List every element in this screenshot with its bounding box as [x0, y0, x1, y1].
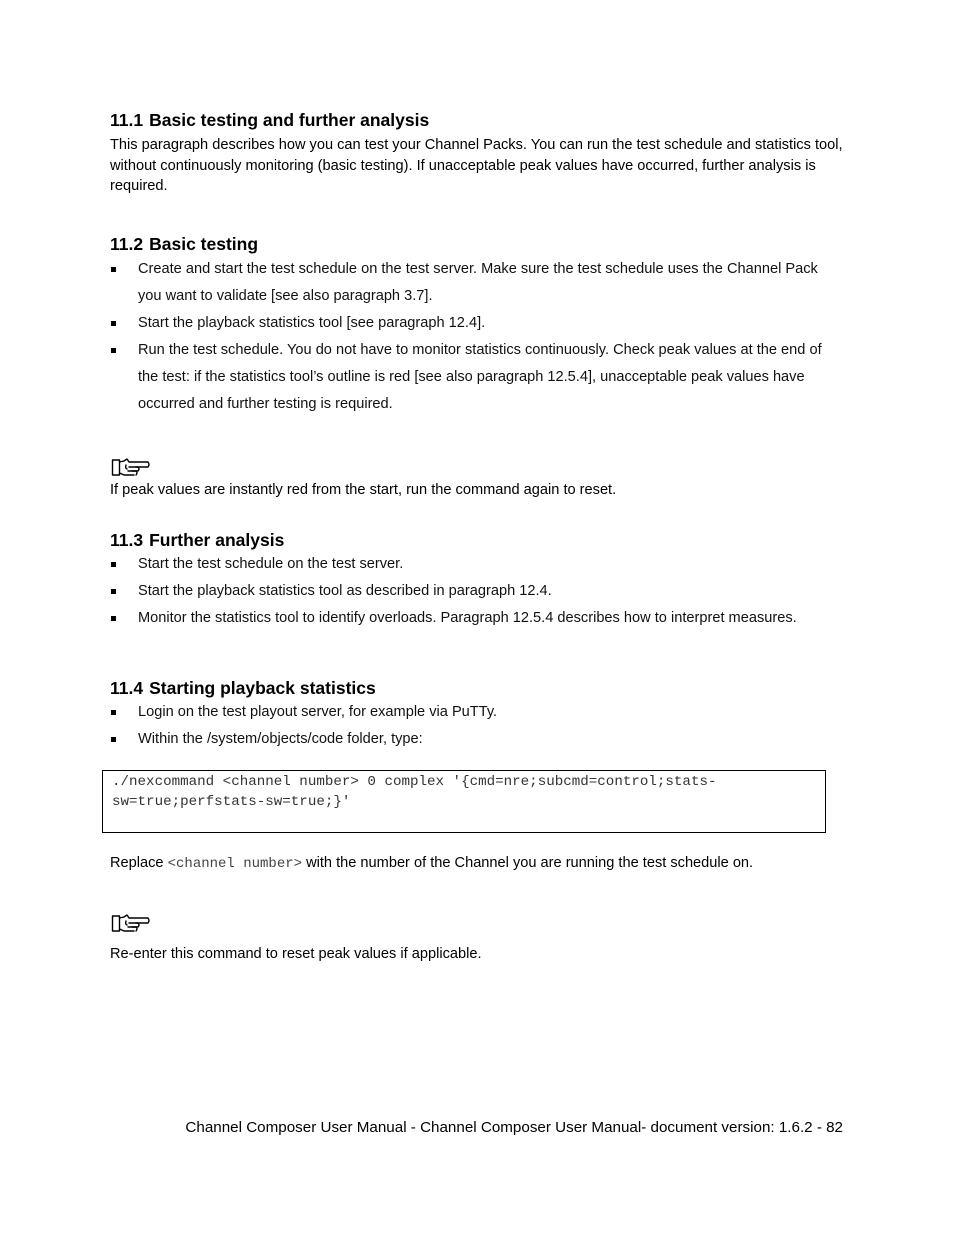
further-analysis-list — [110, 551, 850, 632]
heading-11-1 — [110, 110, 429, 131]
playback-stats-list — [110, 699, 850, 753]
note-text: Re-enter this command to reset peak values if applicable. — [110, 946, 482, 962]
heading-11-2 — [110, 234, 258, 255]
pointing-hand-icon — [111, 457, 151, 479]
list-item: Within the /system/objects/code folder, type: — [110, 726, 850, 753]
code-line: sw=true;perfstats-sw=true;}' — [112, 794, 351, 810]
code-block — [102, 770, 826, 833]
replace-text: with the number of the Channel you are running the test schedule on. — [302, 855, 754, 871]
code-line: ./nexcommand <channel number> 0 complex '{cmd=nre;subcmd=control;stats- — [112, 774, 717, 790]
heading-number: 11.1 — [110, 110, 144, 130]
intro-paragraph: This paragraph describes how you can test your Channel Packs. You can run the test schedule and statistics tool, without continuously monitoring (basic testing). If unacceptable peak values have occurred, further analysis is required. — [110, 137, 843, 194]
replace-instruction — [110, 853, 753, 875]
note-text: If peak values are instantly red from the start, run the command again to reset. — [110, 482, 617, 498]
heading-title: Basic testing — [149, 234, 259, 254]
list-item: Create and start the test schedule on the test server. Make sure the test schedule uses the Channel Pack you want to validate [see also paragraph 3.7]. — [110, 256, 835, 310]
inline-code: <channel number> — [167, 856, 303, 872]
list-item: Start the test schedule on the test server. — [110, 551, 850, 578]
pointing-hand-icon — [111, 913, 151, 935]
list-item: Start the playback statistics tool as described in paragraph 12.4. — [110, 578, 850, 605]
heading-title: Basic testing and further analysis — [149, 110, 430, 130]
heading-11-3 — [110, 530, 284, 551]
list-item: Run the test schedule. You do not have to monitor statistics continuously. Check peak values at the end of the test: if the statistics tool’s outline is red [see also paragraph 12.5.4], unacceptable peak values have occurred and further testing is required. — [110, 337, 835, 418]
heading-number: 11.4 — [110, 678, 144, 698]
list-item: Monitor the statistics tool to identify overloads. Paragraph 12.5.4 describes how to interpret measures. — [110, 605, 850, 632]
heading-number: 11.2 — [110, 234, 144, 254]
basic-testing-list — [110, 256, 835, 418]
heading-title: Starting playback statistics — [149, 678, 376, 698]
heading-number: 11.3 — [110, 530, 144, 550]
replace-text: Replace — [110, 855, 168, 871]
list-item: Start the playback statistics tool [see paragraph 12.4]. — [110, 310, 835, 337]
page-footer: Channel Composer User Manual - Channel Composer User Manual- document version: 1.6.2 - 82 — [185, 1119, 843, 1136]
heading-11-4 — [110, 678, 376, 699]
heading-title: Further analysis — [149, 530, 285, 550]
list-item: Login on the test playout server, for example via PuTTy. — [110, 699, 850, 726]
